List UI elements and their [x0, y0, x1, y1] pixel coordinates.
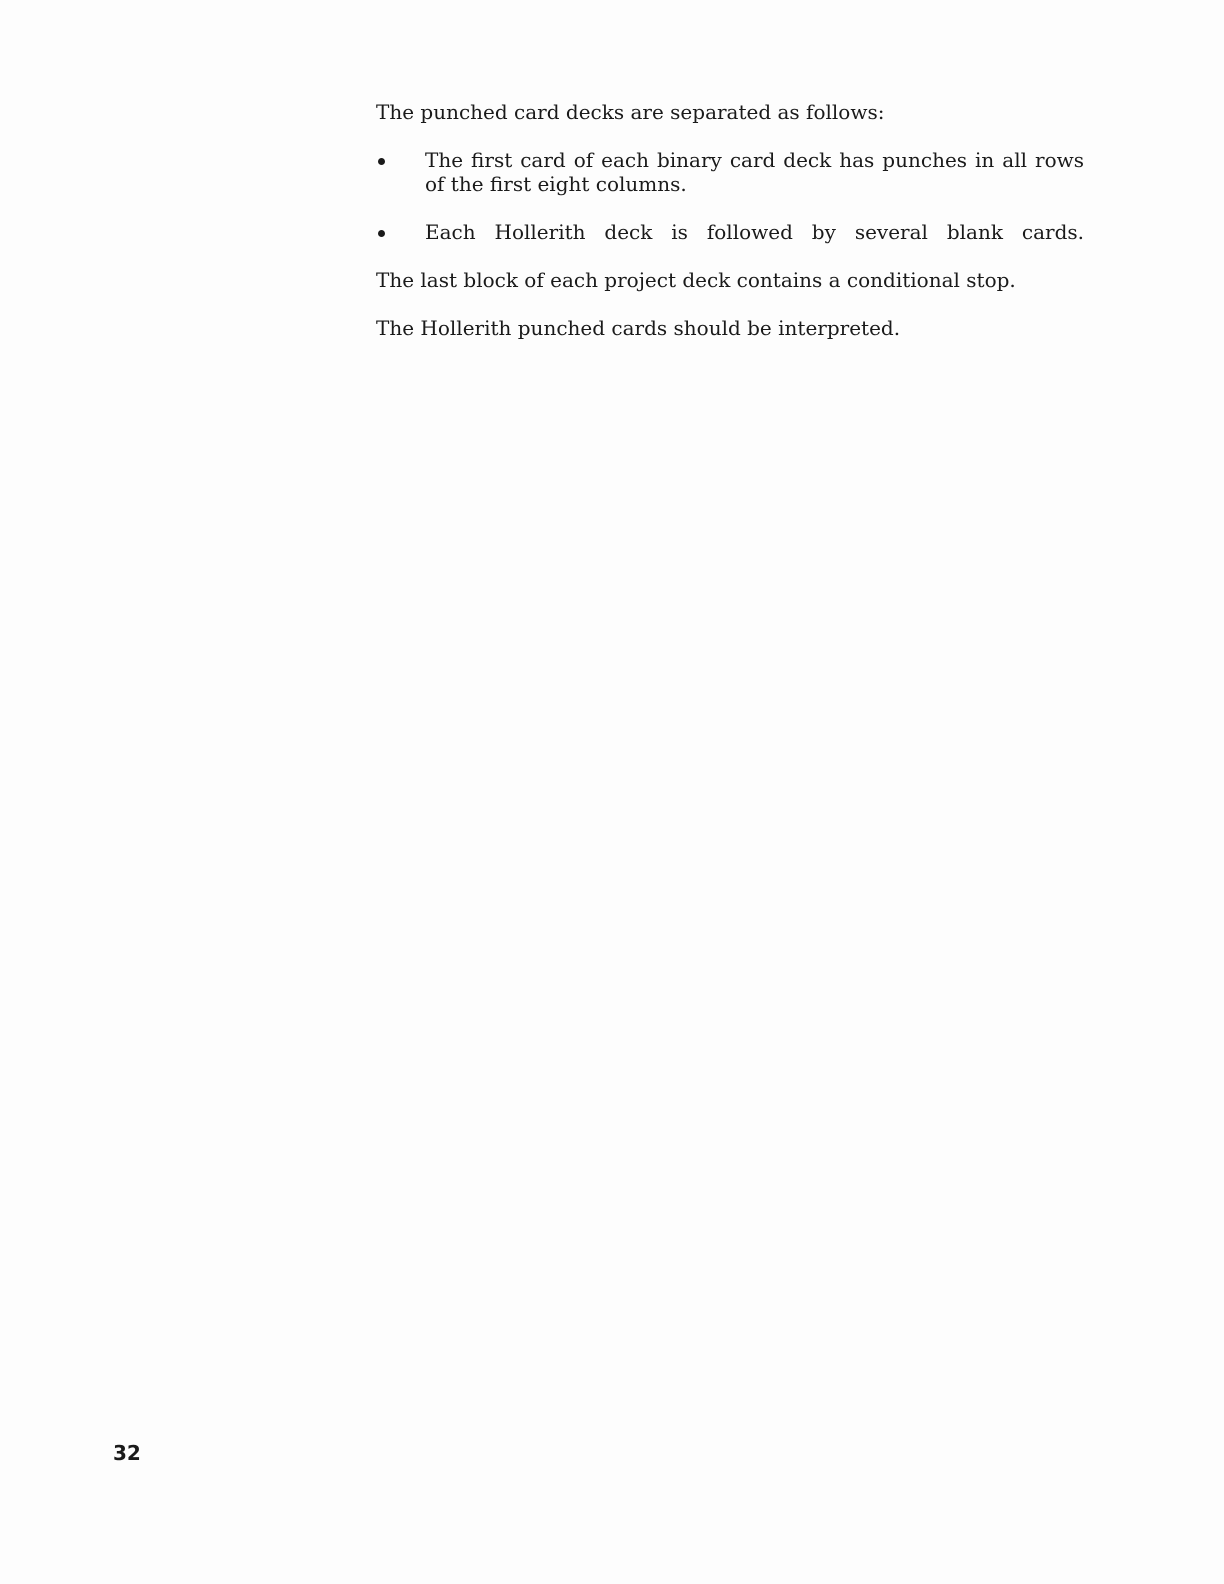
page-number: 32: [113, 1441, 141, 1465]
page-body: [376, 100, 1084, 364]
bullet-item-binary-deck: [376, 148, 1084, 196]
last-block-paragraph: The last block of each project deck contains a conditional stop.: [376, 268, 1016, 292]
intro-paragraph: The punched card decks are separated as follows:: [376, 100, 885, 124]
separation-bullet-list: [376, 148, 1084, 244]
interpret-paragraph: The Hollerith punched cards should be interpreted.: [376, 316, 901, 340]
bullet-text: The first card of each binary card deck has punches in all rows of the first eight columns.: [425, 148, 1084, 196]
bullet-icon: [378, 230, 385, 237]
bullet-item-hollerith-deck: [376, 220, 1084, 244]
bullet-icon: [378, 158, 385, 165]
bullet-text: Each Hollerith deck is followed by several blank cards.: [425, 220, 1084, 244]
